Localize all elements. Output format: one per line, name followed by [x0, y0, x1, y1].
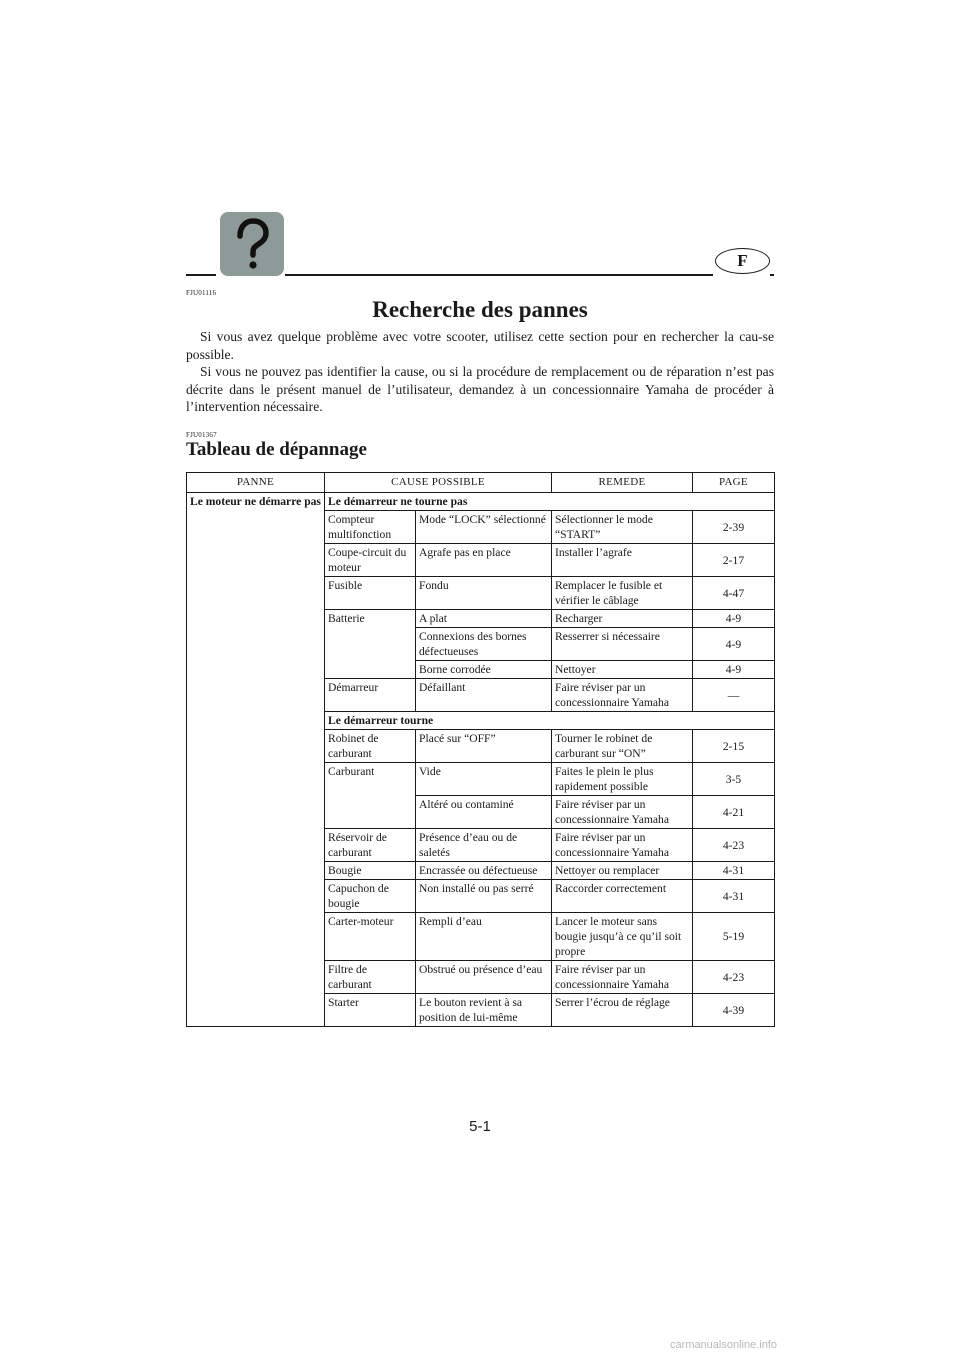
- remedy-cell: Faire réviser par un concessionnaire Yamaha: [552, 796, 693, 829]
- group-title: Le démarreur tourne: [325, 712, 775, 730]
- header-rule-tail: [770, 274, 774, 276]
- section-code: FJU01116: [186, 289, 217, 297]
- remedy-cell: Resserrer si nécessaire: [552, 628, 693, 661]
- part-cell: Fusible: [325, 577, 416, 610]
- part-cell: Starter: [325, 994, 416, 1027]
- part-cell: Carburant: [325, 763, 416, 829]
- part-cell: Robinet de carburant: [325, 730, 416, 763]
- table-row: [187, 493, 775, 511]
- group-title: Le démarreur ne tourne pas: [325, 493, 775, 511]
- page-cell: 2-17: [693, 544, 775, 577]
- watermark: carmanualsonline.info: [670, 1339, 778, 1351]
- page-cell: —: [693, 679, 775, 712]
- part-cell: Bougie: [325, 862, 416, 880]
- part-cell: Démarreur: [325, 679, 416, 712]
- page-cell: 3-5: [693, 763, 775, 796]
- cause-cell: Borne corrodée: [416, 661, 552, 679]
- subsection-code: FJU01367: [186, 431, 217, 439]
- subsection-title: Tableau de dépannage: [186, 439, 367, 460]
- remedy-cell: Sélectionner le mode “START”: [552, 511, 693, 544]
- page-cell: 2-15: [693, 730, 775, 763]
- part-cell: Coupe-circuit du moteur: [325, 544, 416, 577]
- cause-cell: Rempli d’eau: [416, 913, 552, 961]
- remedy-cell: Faites le plein le plus rapidement possible: [552, 763, 693, 796]
- header-rule-right: [285, 274, 713, 276]
- part-cell: Compteur multifonction: [325, 511, 416, 544]
- page-cell: 2-39: [693, 511, 775, 544]
- page-cell: 4-9: [693, 661, 775, 679]
- cause-cell: A plat: [416, 610, 552, 628]
- header-rule-left: [186, 274, 216, 276]
- page-cell: 4-23: [693, 961, 775, 994]
- part-cell: Réservoir de carburant: [325, 829, 416, 862]
- remedy-cell: Faire réviser par un concessionnaire Yamaha: [552, 961, 693, 994]
- remedy-cell: Raccorder correctement: [552, 880, 693, 913]
- part-cell: Filtre de carburant: [325, 961, 416, 994]
- intro-paragraph: Si vous avez quelque problème avec votre scooter, utilisez cette section pour en rechercher la cau-se possible.: [186, 329, 774, 362]
- part-cell: Batterie: [325, 610, 416, 679]
- page-cell: 4-21: [693, 796, 775, 829]
- page-cell: 4-47: [693, 577, 775, 610]
- cause-cell: Le bouton revient à sa position de lui-même: [416, 994, 552, 1027]
- column-header: CAUSE POSSIBLE: [325, 473, 552, 493]
- page-cell: 5-19: [693, 913, 775, 961]
- language-badge: F: [715, 248, 770, 274]
- cause-cell: Connexions des bornes défectueuses: [416, 628, 552, 661]
- cause-cell: Défaillant: [416, 679, 552, 712]
- remedy-cell: Recharger: [552, 610, 693, 628]
- cause-cell: Présence d’eau ou de saletés: [416, 829, 552, 862]
- panne-cell: Le moteur ne démarre pas: [187, 493, 325, 1027]
- remedy-cell: Installer l’agrafe: [552, 544, 693, 577]
- column-header: PAGE: [693, 473, 775, 493]
- cause-cell: Encrassée ou défectueuse: [416, 862, 552, 880]
- remedy-cell: Nettoyer: [552, 661, 693, 679]
- part-cell: Capuchon de bougie: [325, 880, 416, 913]
- cause-cell: Vide: [416, 763, 552, 796]
- remedy-cell: Faire réviser par un concessionnaire Yamaha: [552, 829, 693, 862]
- cause-cell: Agrafe pas en place: [416, 544, 552, 577]
- column-header: REMEDE: [552, 473, 693, 493]
- column-header: PANNE: [187, 473, 325, 493]
- remedy-cell: Remplacer le fusible et vérifier le câblage: [552, 577, 693, 610]
- cause-cell: Placé sur “OFF”: [416, 730, 552, 763]
- page-cell: 4-39: [693, 994, 775, 1027]
- intro-paragraph: Si vous ne pouvez pas identifier la cause, ou si la procédure de remplacement ou de réparation n’est pas décrite dans le présent manuel de l’utilisateur, demandez à un concessionnaire Yamaha de procéder à l’intervention nécessaire.: [186, 364, 774, 414]
- page-cell: 4-31: [693, 862, 775, 880]
- page-cell: 4-31: [693, 880, 775, 913]
- page-cell: 4-23: [693, 829, 775, 862]
- cause-cell: Obstrué ou présence d’eau: [416, 961, 552, 994]
- page-cell: 4-9: [693, 610, 775, 628]
- remedy-cell: Lancer le moteur sans bougie jusqu’à ce qu’il soit propre: [552, 913, 693, 961]
- cause-cell: Mode “LOCK” sélectionné: [416, 511, 552, 544]
- table-header-row: [187, 473, 775, 493]
- page-number: 5-1: [469, 1118, 491, 1135]
- remedy-cell: Serrer l’écrou de réglage: [552, 994, 693, 1027]
- cause-cell: Fondu: [416, 577, 552, 610]
- part-cell: Carter-moteur: [325, 913, 416, 961]
- page-title: Recherche des pannes: [372, 297, 588, 322]
- remedy-cell: Tourner le robinet de carburant sur “ON”: [552, 730, 693, 763]
- page-cell: 4-9: [693, 628, 775, 661]
- intro-text: [186, 328, 774, 416]
- cause-cell: Non installé ou pas serré: [416, 880, 552, 913]
- troubleshooting-table: [186, 472, 775, 1027]
- remedy-cell: Faire réviser par un concessionnaire Yamaha: [552, 679, 693, 712]
- cause-cell: Altéré ou contaminé: [416, 796, 552, 829]
- question-mark-icon: [220, 212, 284, 276]
- remedy-cell: Nettoyer ou remplacer: [552, 862, 693, 880]
